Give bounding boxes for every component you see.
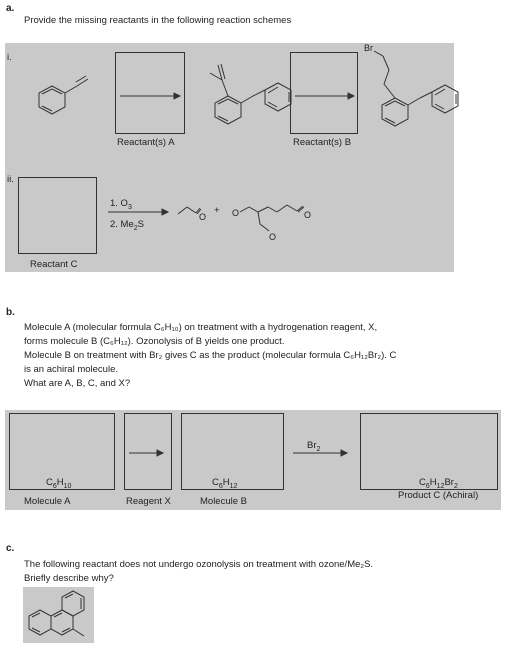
question-line: forms molecule B (C₆H₁₂). Ozonolysis of B yields one product.: [24, 336, 285, 347]
question-line: is an achiral molecule.: [24, 364, 118, 375]
reactant-a-label: Reactant(s) A: [117, 137, 175, 148]
oxygen-atom: O: [232, 208, 240, 218]
molecule-b-label: Molecule B: [200, 496, 247, 507]
section-b-letter: b.: [6, 307, 15, 318]
molecule-a-label: Molecule A: [24, 496, 71, 507]
reagent-x-label: Reagent X: [126, 496, 171, 507]
section-a-prompt: Provide the missing reactants in the following reaction schemes: [24, 15, 292, 26]
section-c-line-2: Briefly describe why?: [24, 573, 114, 584]
reactant-b-label: Reactant(s) B: [293, 137, 352, 148]
oxygen-atom: O: [199, 212, 207, 222]
question-line: Molecule A (molecular formula C₆H₁₀) on treatment with a hydrogenation reagent, X,: [24, 322, 378, 333]
oxygen-atom: O: [269, 232, 277, 242]
bromine-reagent: $Br_2$: [307, 440, 321, 453]
question-line: Molecule B on treatment with Br₂ gives C as the product (molecular formula C₆H₁₂Br₂). C: [24, 350, 397, 361]
product-c-label: Product C (Achiral): [398, 490, 479, 501]
row-ii-label: ii.: [7, 174, 14, 185]
bromo-label: Br: [364, 43, 373, 53]
oxygen-atom: O: [304, 210, 312, 220]
ozonolysis-step-2: 2. $Me_2S$: [110, 219, 145, 232]
section-c-letter: c.: [6, 543, 15, 554]
molecule-b-formula: $C_6H_{12}$: [212, 477, 238, 490]
row-i-label: i.: [7, 52, 12, 63]
reactant-c-label: Reactant C: [30, 259, 78, 270]
section-a-letter: a.: [6, 3, 15, 14]
question-line: What are A, B, C, and X?: [24, 378, 131, 389]
molecule-a-formula: $C_6H_{10}$: [46, 477, 72, 490]
product-c-formula: $C_6H_{12}Br_2$: [419, 477, 458, 490]
section-c-line-1: The following reactant does not undergo ozonolysis on treatment with ozone/Me₂S.: [24, 559, 374, 570]
ozonolysis-step-1: 1. $O_3$: [110, 198, 132, 211]
plus-sign: +: [214, 205, 220, 216]
